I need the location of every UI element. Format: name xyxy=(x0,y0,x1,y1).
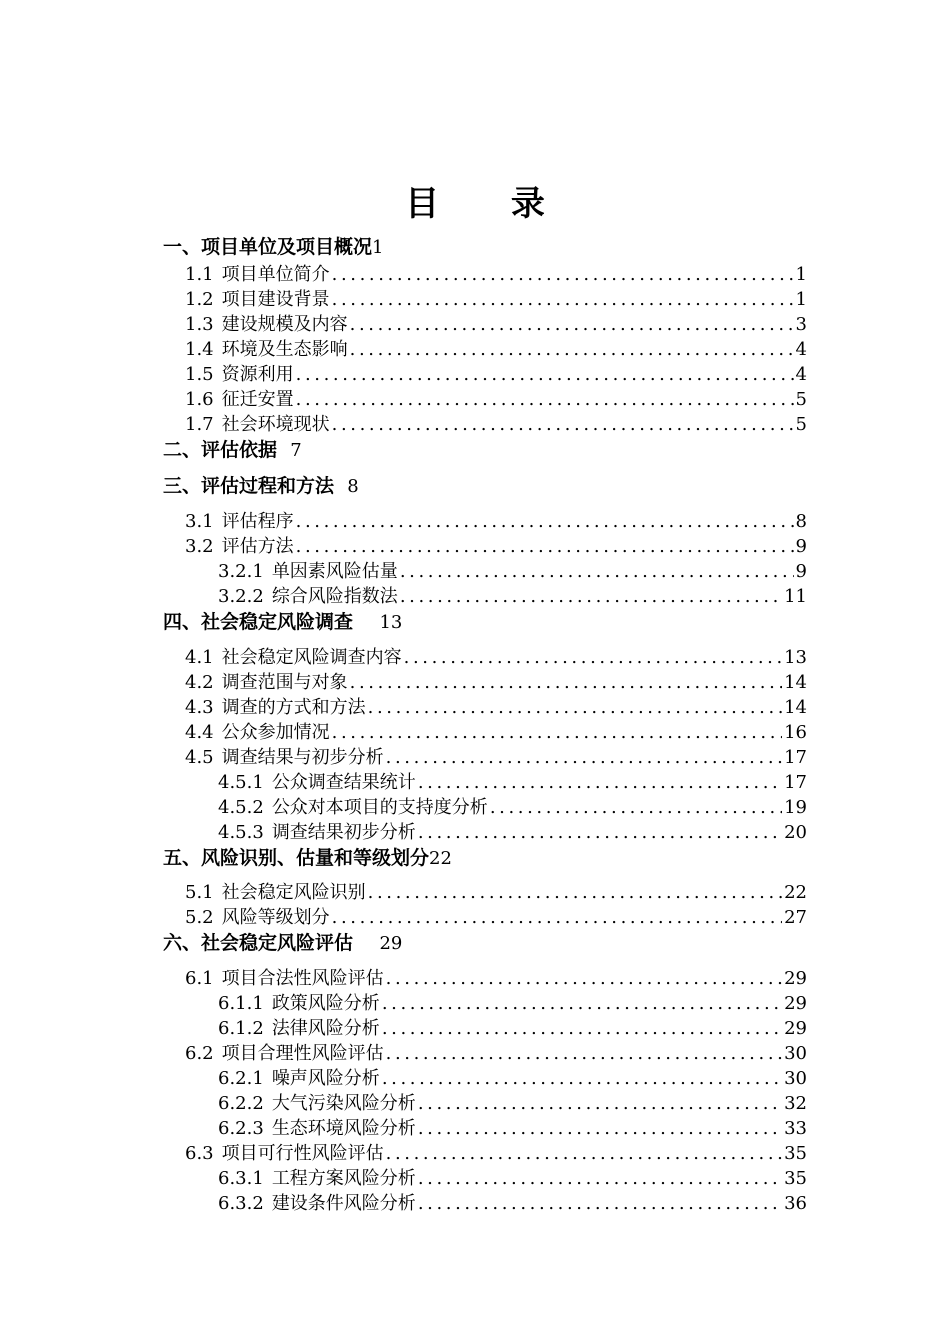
toc-entry[interactable] xyxy=(185,718,807,742)
toc-dot-leader xyxy=(332,722,782,743)
toc-entry-title: 噪声风险分析 xyxy=(271,1068,380,1089)
toc-entry-number: 6.2 xyxy=(185,1043,214,1064)
toc-entry[interactable] xyxy=(185,693,807,717)
toc-entry-title: 项目合理性风险评估 xyxy=(221,1043,384,1064)
toc-entry[interactable] xyxy=(163,843,452,871)
toc-entry[interactable] xyxy=(185,285,807,309)
toc-entry[interactable] xyxy=(185,643,807,667)
toc-entry[interactable] xyxy=(218,1164,807,1188)
toc-dot-leader xyxy=(368,697,782,718)
toc-dot-leader xyxy=(350,339,794,360)
toc-entry-number: 6.3 xyxy=(185,1143,214,1164)
toc-dot-leader xyxy=(386,747,782,768)
toc-page-number: 1 xyxy=(372,237,384,258)
toc-dot-leader xyxy=(382,1068,782,1089)
toc-entry-title: 综合风险指数法 xyxy=(271,586,398,607)
toc-dot-leader xyxy=(350,314,794,335)
toc-entry-number: 1.7 xyxy=(185,414,214,435)
toc-page-number: 7 xyxy=(290,440,302,461)
toc-dot-leader xyxy=(382,1018,782,1039)
toc-dot-leader xyxy=(418,1118,782,1139)
toc-entry[interactable] xyxy=(185,260,807,284)
toc-entry[interactable] xyxy=(185,410,807,434)
toc-page-number: 35 xyxy=(784,1143,807,1164)
toc-page-number: 14 xyxy=(784,672,807,693)
toc-entry-number: 6.1.2 xyxy=(218,1018,264,1039)
toc-page-number: 30 xyxy=(784,1043,807,1064)
toc-entry[interactable] xyxy=(185,743,807,767)
toc-entry-number: 3.1 xyxy=(185,511,214,532)
toc-entry[interactable] xyxy=(163,471,359,499)
toc-page-number: 5 xyxy=(795,389,807,410)
toc-dot-leader xyxy=(400,586,782,607)
toc-entry-title: 公众参加情况 xyxy=(221,722,330,743)
toc-dot-leader xyxy=(386,1143,782,1164)
toc-dot-leader xyxy=(296,511,794,532)
toc-entry[interactable] xyxy=(218,557,807,581)
toc-entry-title: 五、风险识别、估量和等级划分 xyxy=(163,847,430,869)
toc-entry[interactable] xyxy=(163,435,302,463)
toc-page-number: 33 xyxy=(784,1118,807,1139)
toc-page-number: 19 xyxy=(784,797,807,818)
toc-page-number: 5 xyxy=(795,414,807,435)
toc-entry-number: 4.2 xyxy=(185,672,214,693)
toc-page-number: 11 xyxy=(784,586,807,607)
toc-entry-number: 6.2.3 xyxy=(218,1118,264,1139)
toc-entry-number: 1.1 xyxy=(185,264,214,285)
toc-entry-title: 法律风险分析 xyxy=(271,1018,380,1039)
toc-dot-leader xyxy=(332,907,782,928)
toc-entry-title: 调查范围与对象 xyxy=(221,672,348,693)
toc-entry-number: 6.3.2 xyxy=(218,1193,264,1214)
toc-page-number: 14 xyxy=(784,697,807,718)
toc-entry-title: 大气污染风险分析 xyxy=(271,1093,416,1114)
toc-entry-title: 四、社会稳定风险调查 xyxy=(163,611,354,633)
toc-entry-number: 3.2 xyxy=(185,536,214,557)
toc-entry-title: 环境及生态影响 xyxy=(221,339,348,360)
toc-page-number: 29 xyxy=(784,968,807,989)
toc-entry-number: 3.2.1 xyxy=(218,561,264,582)
toc-page-number: 30 xyxy=(784,1068,807,1089)
toc-entry-title: 政策风险分析 xyxy=(271,993,380,1014)
toc-entry-title: 社会环境现状 xyxy=(221,414,330,435)
toc-entry-title: 公众对本项目的支持度分析 xyxy=(271,797,488,818)
toc-page-number: 1 xyxy=(795,264,807,285)
toc-page-number: 3 xyxy=(795,314,807,335)
toc-page-number: 20 xyxy=(784,822,807,843)
toc-entry-title: 项目合法性风险评估 xyxy=(221,968,384,989)
toc-dot-leader xyxy=(296,364,794,385)
toc-entry-number: 4.1 xyxy=(185,647,214,668)
toc-entry[interactable] xyxy=(218,1089,807,1113)
toc-entry-title: 单因素风险估量 xyxy=(271,561,398,582)
toc-entry-title: 项目单位简介 xyxy=(221,264,330,285)
toc-page-number: 13 xyxy=(784,647,807,668)
toc-entry-title: 征迁安置 xyxy=(221,389,294,410)
toc-entry-title: 评估方法 xyxy=(221,536,294,557)
toc-dot-leader xyxy=(418,1168,782,1189)
toc-entry-title: 一、项目单位及项目概况 xyxy=(163,236,373,258)
toc-entry-title: 项目可行性风险评估 xyxy=(221,1143,384,1164)
toc-entry-number: 1.2 xyxy=(185,289,214,310)
toc-entry[interactable] xyxy=(163,928,402,956)
toc-page-number: 9 xyxy=(795,561,807,582)
toc-entry-number: 4.4 xyxy=(185,722,214,743)
toc-dot-leader xyxy=(418,1093,782,1114)
toc-page-number: 36 xyxy=(784,1193,807,1214)
toc-dot-leader xyxy=(296,389,794,410)
toc-entry-number: 6.1.1 xyxy=(218,993,264,1014)
toc-entry-number: 6.1 xyxy=(185,968,214,989)
toc-entry-title: 调查结果与初步分析 xyxy=(221,747,384,768)
toc-entry-title: 社会稳定风险调查内容 xyxy=(221,647,402,668)
toc-entry[interactable] xyxy=(185,507,807,531)
toc-entry[interactable] xyxy=(185,668,807,692)
toc-entry-title: 资源利用 xyxy=(221,364,294,385)
toc-entry[interactable] xyxy=(218,1114,807,1138)
toc-dot-leader xyxy=(386,968,782,989)
toc-entry-number: 1.3 xyxy=(185,314,214,335)
toc-entry[interactable] xyxy=(185,335,807,359)
toc-entry-number: 4.5.3 xyxy=(218,822,264,843)
toc-page-number: 29 xyxy=(379,933,403,954)
toc-dot-leader xyxy=(332,264,794,285)
toc-page-number: 27 xyxy=(784,907,807,928)
toc-page-number: 13 xyxy=(379,612,403,633)
toc-dot-leader xyxy=(400,561,794,582)
toc-entry-number: 1.5 xyxy=(185,364,214,385)
toc-entry-title: 建设规模及内容 xyxy=(221,314,348,335)
toc-entry[interactable] xyxy=(218,989,807,1013)
toc-entry[interactable] xyxy=(218,1064,807,1088)
toc-entry-title: 项目建设背景 xyxy=(221,289,330,310)
toc-entry-number: 6.3.1 xyxy=(218,1168,264,1189)
toc-page-number: 9 xyxy=(795,536,807,557)
toc-dot-leader xyxy=(418,1193,782,1214)
toc-entry-number: 5.2 xyxy=(185,907,214,928)
toc-title: 目 录 xyxy=(405,184,575,224)
toc-entry-title: 风险等级划分 xyxy=(221,907,330,928)
toc-dot-leader xyxy=(368,882,782,903)
toc-entry[interactable] xyxy=(218,582,807,606)
toc-entry-title: 调查的方式和方法 xyxy=(221,697,366,718)
toc-entry[interactable] xyxy=(185,1039,807,1063)
toc-entry[interactable] xyxy=(218,793,807,817)
toc-page-number: 4 xyxy=(795,364,807,385)
toc-page-number: 8 xyxy=(347,476,359,497)
toc-entry[interactable] xyxy=(185,360,807,384)
toc-entry[interactable] xyxy=(185,310,807,334)
toc-entry[interactable] xyxy=(185,964,807,988)
toc-dot-leader xyxy=(404,647,782,668)
toc-dot-leader xyxy=(332,414,794,435)
toc-dot-leader xyxy=(386,1043,782,1064)
toc-page-number: 1 xyxy=(795,289,807,310)
toc-entry-number: 3.2.2 xyxy=(218,586,264,607)
toc-page-number: 35 xyxy=(784,1168,807,1189)
toc-entry-number: 1.4 xyxy=(185,339,214,360)
toc-page-number: 17 xyxy=(784,772,807,793)
toc-entry-title: 建设条件风险分析 xyxy=(271,1193,416,1214)
toc-entry-title: 工程方案风险分析 xyxy=(271,1168,416,1189)
toc-entry-title: 社会稳定风险识别 xyxy=(221,882,366,903)
toc-page-number: 29 xyxy=(784,993,807,1014)
toc-entry-number: 1.6 xyxy=(185,389,214,410)
toc-entry-title: 公众调查结果统计 xyxy=(271,772,416,793)
toc-entry[interactable] xyxy=(185,532,807,556)
toc-page-number: 32 xyxy=(784,1093,807,1114)
toc-entry-number: 5.1 xyxy=(185,882,214,903)
toc-dot-leader xyxy=(490,797,782,818)
toc-entry[interactable] xyxy=(185,903,807,927)
toc-page-number: 29 xyxy=(784,1018,807,1039)
toc-dot-leader xyxy=(382,993,782,1014)
toc-entry-number: 6.2.1 xyxy=(218,1068,264,1089)
toc-entry-title: 三、评估过程和方法 xyxy=(163,475,335,497)
toc-dot-leader xyxy=(350,672,782,693)
toc-entry[interactable] xyxy=(163,232,383,260)
toc-entry-title: 评估程序 xyxy=(221,511,294,532)
toc-entry[interactable] xyxy=(218,1014,807,1038)
toc-dot-leader xyxy=(332,289,794,310)
toc-page-number: 17 xyxy=(784,747,807,768)
toc-page-number: 8 xyxy=(795,511,807,532)
toc-entry-number: 4.5.1 xyxy=(218,772,264,793)
toc-entry-number: 4.3 xyxy=(185,697,214,718)
toc-entry[interactable] xyxy=(185,878,807,902)
toc-entry[interactable] xyxy=(218,1189,807,1213)
toc-entry-number: 4.5.2 xyxy=(218,797,264,818)
toc-entry-title: 调查结果初步分析 xyxy=(271,822,416,843)
toc-page-number: 16 xyxy=(784,722,807,743)
toc-entry-title: 二、评估依据 xyxy=(163,439,278,461)
toc-dot-leader xyxy=(418,822,782,843)
toc-page-number: 22 xyxy=(784,882,807,903)
toc-entry[interactable] xyxy=(185,385,807,409)
toc-dot-leader xyxy=(418,772,782,793)
toc-entry-title: 生态环境风险分析 xyxy=(271,1118,416,1139)
toc-entry-title: 六、社会稳定风险评估 xyxy=(163,932,354,954)
toc-entry-number: 4.5 xyxy=(185,747,214,768)
toc-entry[interactable] xyxy=(218,818,807,842)
toc-page-number: 4 xyxy=(795,339,807,360)
toc-entry[interactable] xyxy=(163,607,402,635)
toc-entry-number: 6.2.2 xyxy=(218,1093,264,1114)
toc-entry[interactable] xyxy=(185,1139,807,1163)
toc-entry[interactable] xyxy=(218,768,807,792)
toc-dot-leader xyxy=(296,536,794,557)
toc-page-number: 22 xyxy=(429,848,452,869)
